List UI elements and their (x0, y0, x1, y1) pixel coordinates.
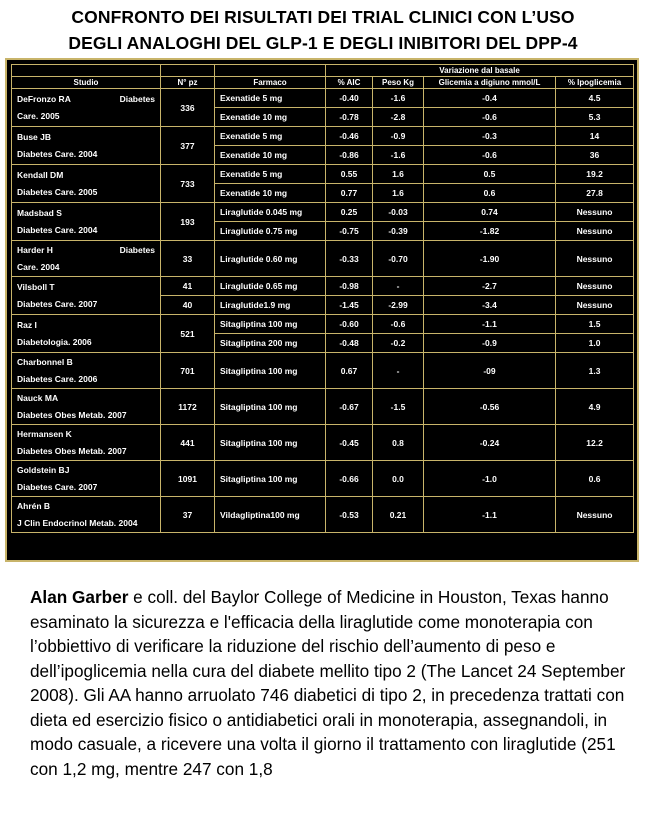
study-journal: Diabetes Care. 2005 (17, 186, 98, 197)
glycemia-value: -1.90 (424, 241, 556, 277)
study-journal: Diabetes Care. 2004 (17, 148, 98, 159)
study-journal: Diabetes Obes Metab. 2007 (17, 409, 127, 420)
glycemia-value: -1.0 (424, 461, 556, 497)
study-author: DeFronzo RA (17, 93, 71, 104)
table-row (12, 315, 634, 334)
study-author: Kendall DM (17, 169, 64, 180)
study-cell (12, 165, 161, 203)
weight-value: 1.6 (373, 184, 424, 203)
weight-value: -0.6 (373, 315, 424, 334)
study-cell (12, 89, 161, 127)
author-name: Alan Garber (30, 587, 129, 607)
weight-value: 0.0 (373, 461, 424, 497)
group-header: Variazione dal basale (326, 65, 634, 77)
table-row (12, 127, 634, 146)
drug-name: Exenatide 5 mg (215, 165, 326, 184)
a1c-value: -0.75 (326, 222, 373, 241)
drug-name: Sitagliptina 100 mg (215, 389, 326, 425)
a1c-value: 0.77 (326, 184, 373, 203)
study-author: Madsbad S (17, 207, 62, 218)
hypoglycemia-value: 1.0 (556, 334, 634, 353)
weight-value: -1.6 (373, 89, 424, 108)
hypoglycemia-value: 1.3 (556, 353, 634, 389)
study-journal: Diabetes Care. 2004 (17, 224, 98, 235)
column-header-row (12, 77, 634, 89)
study-journal: Diabetologia. 2006 (17, 336, 92, 347)
study-author: Goldstein BJ (17, 464, 70, 475)
glycemia-value: -2.7 (424, 277, 556, 296)
study-journal-a: Diabetes (119, 244, 155, 255)
hypoglycemia-value: 27.8 (556, 184, 634, 203)
study-cell (12, 203, 161, 241)
table-row (12, 461, 634, 497)
a1c-value: -0.98 (326, 277, 373, 296)
a1c-value: -0.45 (326, 425, 373, 461)
drug-name: Exenatide 10 mg (215, 108, 326, 127)
a1c-value: -0.46 (326, 127, 373, 146)
table-row (12, 425, 634, 461)
drug-name: Liraglutide 0.65 mg (215, 277, 326, 296)
weight-value: -0.70 (373, 241, 424, 277)
header-ipoglicemia: % Ipoglicemia (556, 77, 634, 89)
table-row (12, 389, 634, 425)
study-cell (12, 315, 161, 353)
a1c-value: -0.78 (326, 108, 373, 127)
study-journal: J Clin Endocrinol Metab. 2004 (17, 517, 138, 528)
study-cell (12, 425, 161, 461)
glycemia-value: -3.4 (424, 296, 556, 315)
drug-name: Vildagliptina100 mg (215, 497, 326, 533)
weight-value: 0.8 (373, 425, 424, 461)
weight-value: - (373, 277, 424, 296)
study-author: Harder H (17, 244, 53, 255)
hypoglycemia-value: Nessuno (556, 277, 634, 296)
header-n-pz: N° pz (161, 77, 215, 89)
drug-name: Sitagliptina 200 mg (215, 334, 326, 353)
study-author: Buse JB (17, 131, 52, 142)
study-cell (12, 461, 161, 497)
table-row (12, 241, 634, 277)
glycemia-value: -0.6 (424, 146, 556, 165)
hypoglycemia-value: 5.3 (556, 108, 634, 127)
article-text (30, 585, 630, 781)
a1c-value: -0.66 (326, 461, 373, 497)
glycemia-value: -1.1 (424, 497, 556, 533)
weight-value: - (373, 353, 424, 389)
glycemia-value: 0.74 (424, 203, 556, 222)
title-line-2: DEGLI ANALOGHI DEL GLP-1 E DEGLI INIBITORI DEL DPP-4 (68, 33, 578, 53)
glycemia-value: 0.6 (424, 184, 556, 203)
drug-name: Exenatide 5 mg (215, 89, 326, 108)
weight-value: -2.8 (373, 108, 424, 127)
study-author: Ahrén B (17, 500, 51, 511)
study-journal: Diabetes Obes Metab. 2007 (17, 445, 127, 456)
study-cell (12, 277, 161, 315)
weight-value: 1.6 (373, 165, 424, 184)
weight-value: -2.99 (373, 296, 424, 315)
study-author: Raz I (17, 319, 37, 330)
title-line-1: CONFRONTO DEI RISULTATI DEI TRIAL CLINICI CON L’USO (71, 7, 575, 27)
header-glicemia: Glicemia a digiuno mmol/L (424, 77, 556, 89)
a1c-value: 0.55 (326, 165, 373, 184)
a1c-value: -0.67 (326, 389, 373, 425)
weight-value: -1.6 (373, 146, 424, 165)
study-author: Nauck MA (17, 392, 59, 403)
hypoglycemia-value: Nessuno (556, 222, 634, 241)
glycemia-value: -0.4 (424, 89, 556, 108)
drug-name: Liraglutide 0.60 mg (215, 241, 326, 277)
glycemia-value: -0.56 (424, 389, 556, 425)
weight-value: -1.5 (373, 389, 424, 425)
a1c-value: -0.53 (326, 497, 373, 533)
a1c-value: 0.25 (326, 203, 373, 222)
drug-name: Liraglutide 0.045 mg (215, 203, 326, 222)
table-body (12, 89, 634, 533)
glycemia-value: -0.6 (424, 108, 556, 127)
hypoglycemia-value: 4.9 (556, 389, 634, 425)
n-patients: 193 (161, 203, 215, 241)
n-patients: 336 (161, 89, 215, 127)
weight-value: -0.03 (373, 203, 424, 222)
table-row (12, 497, 634, 533)
drug-name: Liraglutide1.9 mg (215, 296, 326, 315)
a1c-value: -0.48 (326, 334, 373, 353)
n-patients: 37 (161, 497, 215, 533)
study-cell (12, 353, 161, 389)
drug-name: Exenatide 10 mg (215, 184, 326, 203)
article-body: e coll. del Baylor College of Medicine in Houston, Texas hanno esaminato la sicurezza e l'efficacia della liraglutide come monoterapia con l’obbiettivo di verificare la riduzione del rischio dell’aumento di peso e dell’ipoglicemia nella cura del diabete mellito tipo 2 (The Lancet 24 September 2008). Gli AA hanno arruolato 746 diabetici di tipo 2, in precedenza trattati con dieta ed esercizio fisico o antidiabetici orali in monoterapia, assegnandoli, in modo casuale, a ricevere una volta il giorno il trattamento con liraglutide (251 con 1,2 mg, mentre 247 con 1,8 (30, 587, 626, 779)
a1c-value: -0.86 (326, 146, 373, 165)
glycemia-value: -09 (424, 353, 556, 389)
hypoglycemia-value: 0.6 (556, 461, 634, 497)
a1c-value: -0.33 (326, 241, 373, 277)
weight-value: -0.9 (373, 127, 424, 146)
a1c-value: -0.60 (326, 315, 373, 334)
table-row (12, 277, 634, 296)
page-title (0, 4, 646, 56)
hypoglycemia-value: 1.5 (556, 315, 634, 334)
table-row (12, 353, 634, 389)
drug-name: Sitagliptina 100 mg (215, 461, 326, 497)
hypoglycemia-value: 14 (556, 127, 634, 146)
glycemia-value: 0.5 (424, 165, 556, 184)
drug-name: Exenatide 10 mg (215, 146, 326, 165)
n-patients: 733 (161, 165, 215, 203)
n-patients: 40 (161, 296, 215, 315)
n-patients: 1091 (161, 461, 215, 497)
header-studio: Studio (12, 77, 161, 89)
n-patients: 701 (161, 353, 215, 389)
glycemia-value: -0.9 (424, 334, 556, 353)
a1c-value: 0.67 (326, 353, 373, 389)
drug-name: Liraglutide 0.75 mg (215, 222, 326, 241)
header-peso: Peso Kg (373, 77, 424, 89)
glycemia-value: -1.82 (424, 222, 556, 241)
study-journal: Care. 2005 (17, 110, 60, 121)
trials-table-frame (5, 58, 639, 562)
group-header-row (12, 65, 634, 77)
study-cell (12, 127, 161, 165)
n-patients: 1172 (161, 389, 215, 425)
table-row (12, 165, 634, 184)
table-row (12, 89, 634, 108)
glycemia-value: -0.3 (424, 127, 556, 146)
study-author: Vilsboll T (17, 281, 55, 292)
n-patients: 441 (161, 425, 215, 461)
study-journal: Diabetes Care. 2007 (17, 481, 98, 492)
header-farmaco: Farmaco (215, 77, 326, 89)
hypoglycemia-value: 12.2 (556, 425, 634, 461)
n-patients: 33 (161, 241, 215, 277)
study-journal: Diabetes Care. 2007 (17, 298, 98, 309)
drug-name: Sitagliptina 100 mg (215, 353, 326, 389)
header-a1c: % AIC (326, 77, 373, 89)
hypoglycemia-value: Nessuno (556, 497, 634, 533)
study-author: Hermansen K (17, 428, 72, 439)
hypoglycemia-value: 19.2 (556, 165, 634, 184)
glycemia-value: -1.1 (424, 315, 556, 334)
a1c-value: -0.40 (326, 89, 373, 108)
study-journal: Care. 2004 (17, 261, 60, 272)
weight-value: -0.39 (373, 222, 424, 241)
drug-name: Exenatide 5 mg (215, 127, 326, 146)
trials-table (11, 64, 634, 533)
hypoglycemia-value: 36 (556, 146, 634, 165)
study-cell (12, 241, 161, 277)
hypoglycemia-value: Nessuno (556, 203, 634, 222)
hypoglycemia-value: 4.5 (556, 89, 634, 108)
n-patients: 377 (161, 127, 215, 165)
study-journal-a: Diabetes (119, 93, 155, 104)
n-patients: 521 (161, 315, 215, 353)
glycemia-value: -0.24 (424, 425, 556, 461)
drug-name: Sitagliptina 100 mg (215, 315, 326, 334)
hypoglycemia-value: Nessuno (556, 296, 634, 315)
study-journal: Diabetes Care. 2006 (17, 373, 98, 384)
hypoglycemia-value: Nessuno (556, 241, 634, 277)
study-cell (12, 389, 161, 425)
drug-name: Sitagliptina 100 mg (215, 425, 326, 461)
table-row (12, 203, 634, 222)
weight-value: 0.21 (373, 497, 424, 533)
study-author: Charbonnel B (17, 356, 73, 367)
n-patients: 41 (161, 277, 215, 296)
a1c-value: -1.45 (326, 296, 373, 315)
weight-value: -0.2 (373, 334, 424, 353)
study-cell (12, 497, 161, 533)
